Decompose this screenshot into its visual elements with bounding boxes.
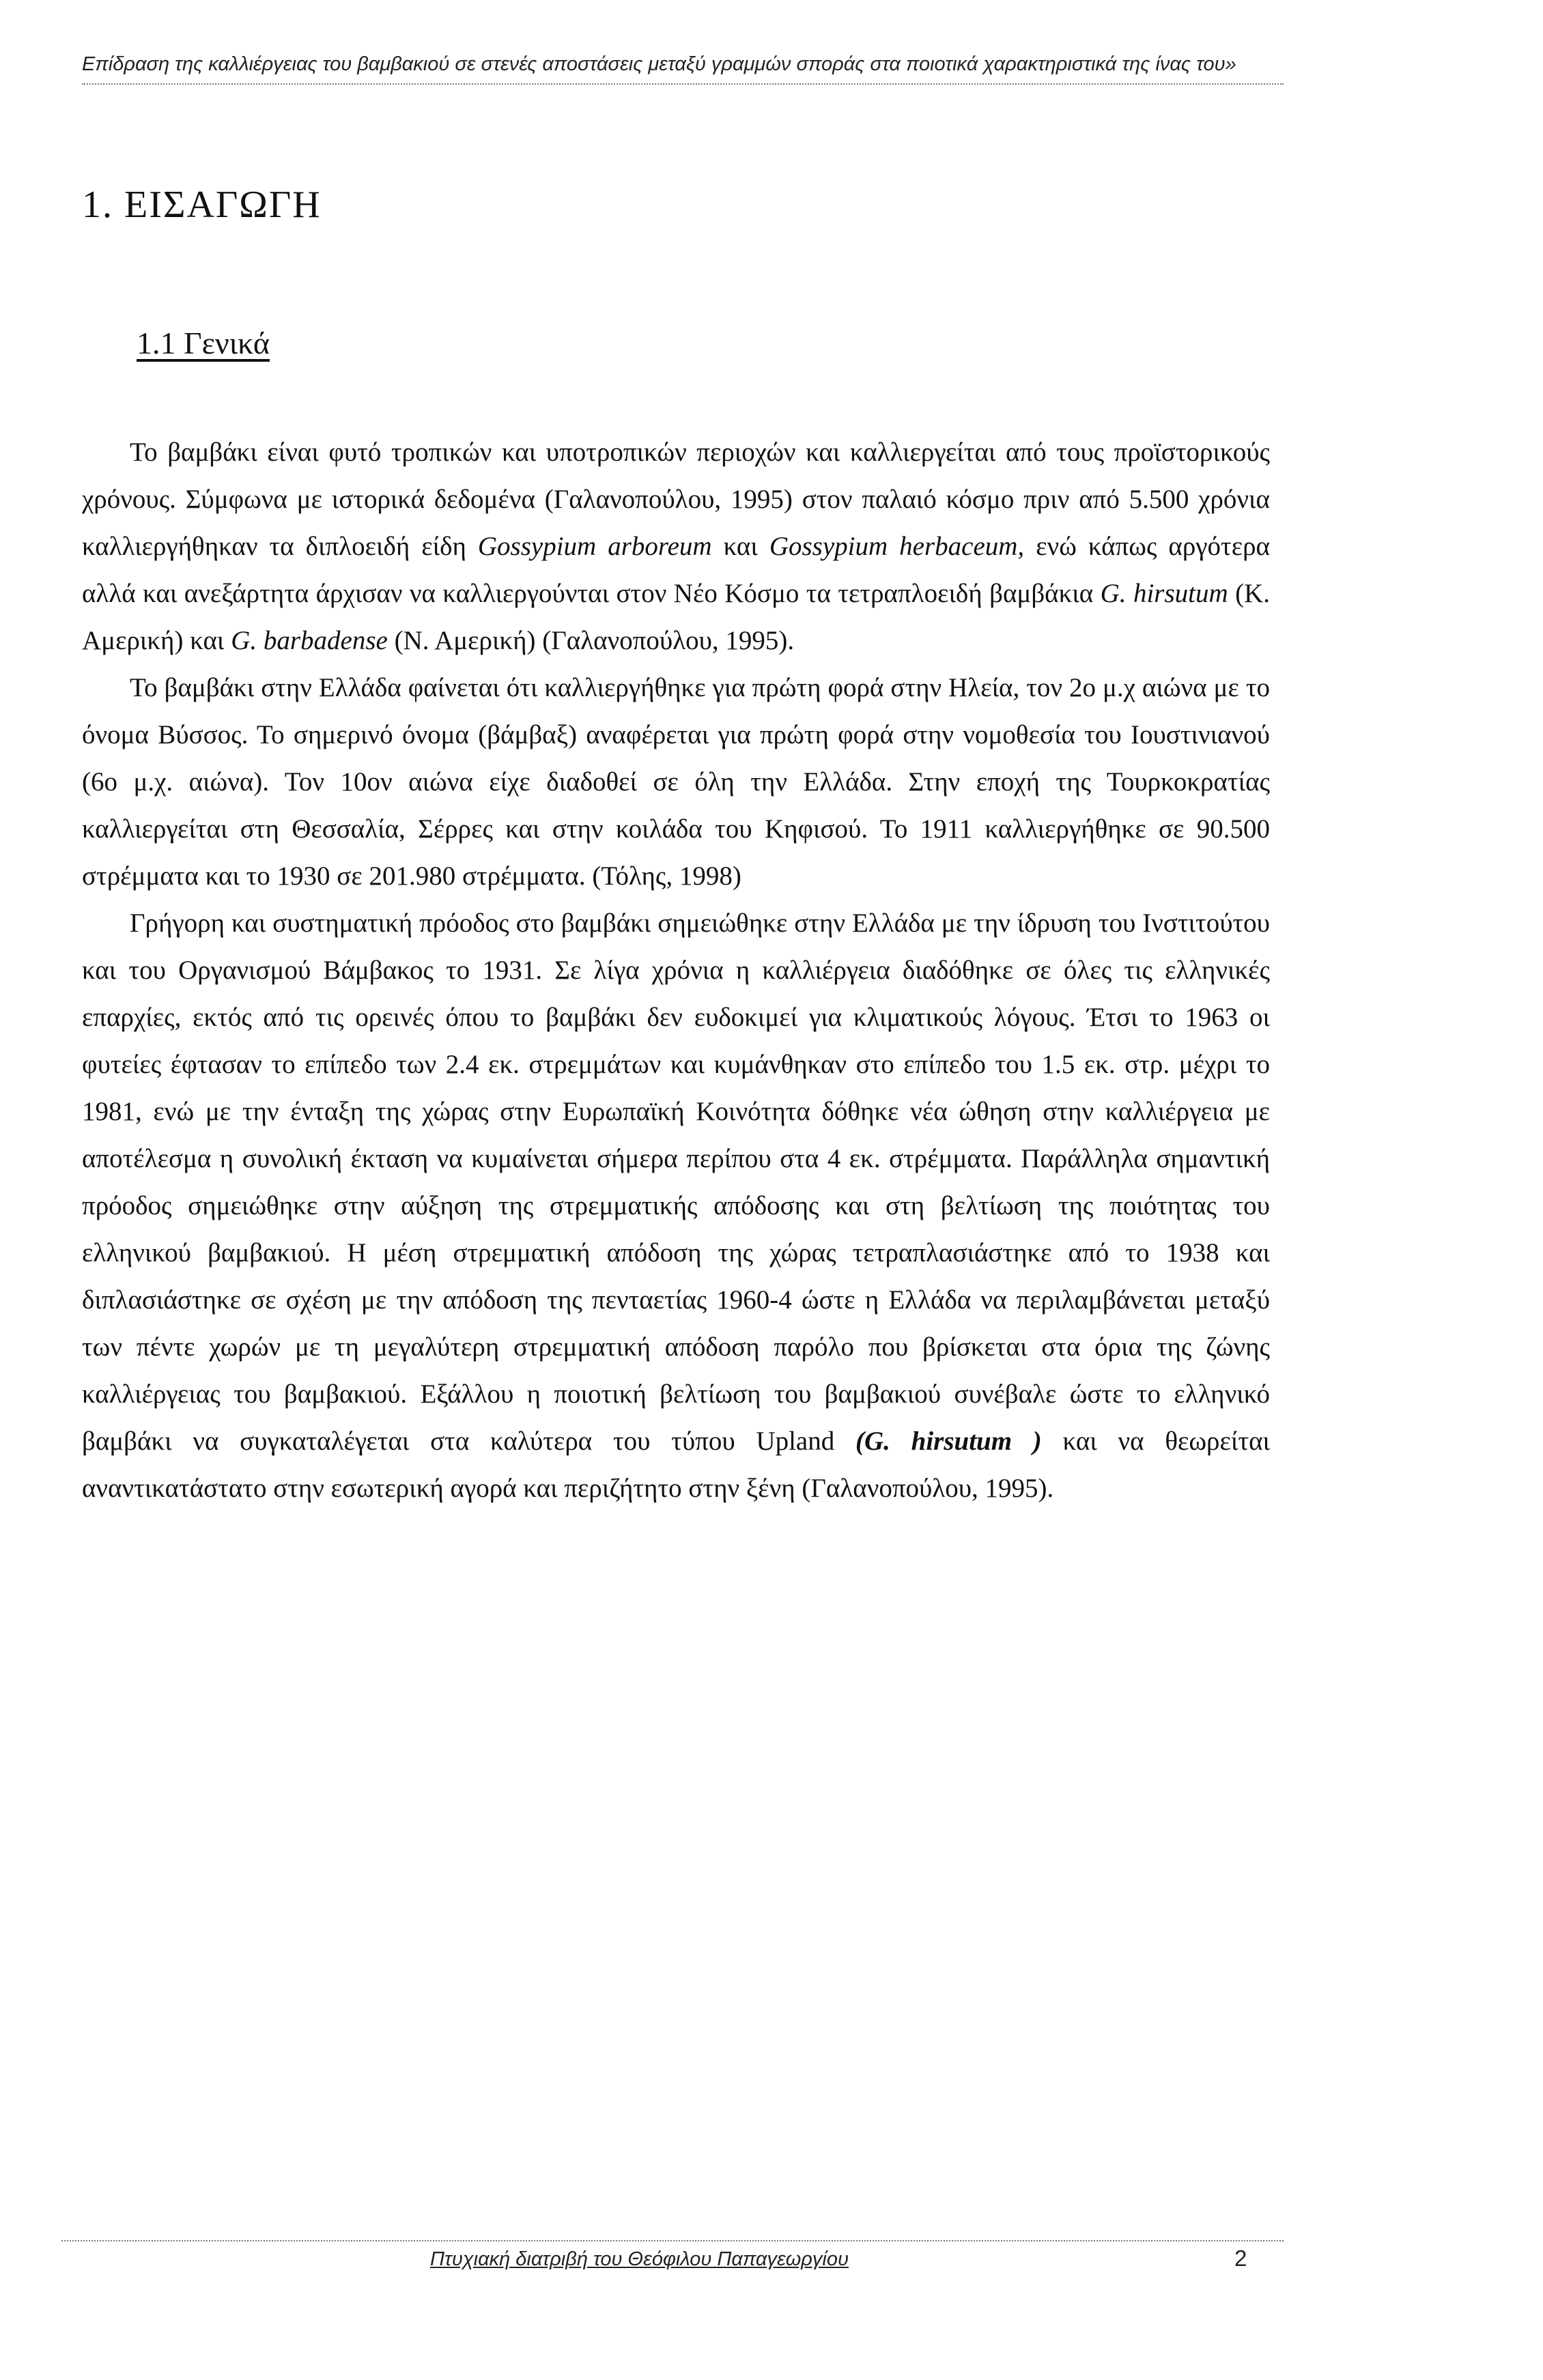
paragraph-1-text-e: (Ν. Αμερική) (Γαλανοπούλου, 1995). [387,626,795,655]
section-title: 1. ΕΙΣΑΓΩΓΗ [82,184,322,226]
species-name: G. hirsutum [1100,579,1228,608]
page-number: 2 [1234,2246,1247,2271]
body-text [82,429,1270,1512]
running-header: Επίδραση της καλλιέργειας του βαμβακιού σε στενές αποστάσεις μεταξύ γραμμών σποράς στα ποιοτικά χαρακτηριστικά της ίνας του» [82,53,1236,75]
paragraph-1-text-c: ενώ κάπως αργότερα αλλά και ανεξάρτητα άρχισαν να καλλιεργούνται στον Νέο Κόσμο τα τετραπλοειδή βαμβάκια [82,532,1270,608]
paragraph-3-text-b: και να θεωρείται αναντικατάστατο στην εσωτερική αγορά και περιζήτητο στην ξένη (Γαλανοπούλου, 1995). [82,1426,1270,1503]
species-name: Gossypium arboreum [477,532,712,561]
paragraph-1 [82,429,1270,664]
paragraph-3-text-a: Γρήγορη και συστηματική πρόοδος στο βαμβάκι σημειώθηκε στην Ελλάδα με την ίδρυση του Ινστιτούτου και του Οργανισμού Βάμβακος το 1931. Σε λίγα χρόνια η καλλιέργεια διαδόθηκε σε όλες τις ελληνικές επαρχίες, εκτός από τις ορεινές όπου το βαμβάκι δεν ευδοκιμεί για κλιματικούς λόγους. Έτσι το 1963 οι φυτείες έφτασαν το επίπεδο των 2.4 εκ. στρεμμάτων και κυμάνθηκαν στο επίπεδο του 1.5 εκ. στρ. μέχρι το 1981, ενώ με την ένταξη της χώρας στην Ευρωπαϊκή Κοινότητα δόθηκε νέα ώθηση στην καλλιέργεια με αποτέλεσμα η συνολική έκταση να κυμαίνεται σήμερα περίπου στα 4 εκ. στρέμματα. Παράλληλα σημαντική πρόοδος σημειώθηκε στην αύξηση της στρεμματικής απόδοσης και στη βελτίωση της ποιότητας του ελληνικού βαμβακιού. Η μέση στρεμματική απόδοση της χώρας τετραπλασιάστηκε από το 1938 και διπλασιάστηκε σε σχέση με την απόδοση της πενταετίας 1960-4 ώστε η Ελλάδα να περιλαμβάνεται μεταξύ των πέντε χωρών με τη μεγαλύτερη στρεμματική απόδοση παρόλο που βρίσκεται στα όρια της ζώνης καλλιέργειας του βαμβακιού. Εξάλλου η ποιοτική βελτίωση του βαμβακιού συνέβαλε ώστε το ελληνικό βαμβάκι να συγκαταλέγεται στα καλύτερα του τύπου Upland [82,908,1270,1456]
paragraph-3 [82,900,1270,1512]
species-name: (G. hirsutum ) [855,1426,1042,1456]
species-name: G. barbadense [231,626,388,655]
header-divider [82,83,1284,85]
footer-text: Πτυχιακή διατριβή του Θεόφιλου Παπαγεωργίου [430,2248,849,2270]
paragraph-1-text-d: (Κ. Αμερική) και [82,579,1271,655]
footer-divider [61,2240,1284,2241]
paragraph-1-text-a: Το βαμβάκι είναι φυτό τροπικών και υποτροπικών περιοχών και καλλιεργείται από τους προϊστορικούς χρόνους. Σύμφωνα με ιστορικά δεδομένα (Γαλανοπούλου, 1995) στον παλαιό κόσμο πριν από 5.500 χρόνια καλλιεργήθηκαν τα διπλοειδή είδη [82,438,1270,561]
subsection-title: 1.1 Γενικά [137,326,270,360]
paragraph-2: Το βαμβάκι στην Ελλάδα φαίνεται ότι καλλιεργήθηκε για πρώτη φορά στην Ηλεία, τον 2ο μ.χ αιώνα με το όνομα Βύσσος. Το σημερινό όνομα (βάμβαξ) αναφέρεται για πρώτη φορά στην νομοθεσία του Ιουστινιανού (6ο μ.χ. αιώνα). Τον 10ον αιώνα είχε διαδοθεί σε όλη την Ελλάδα. Στην εποχή της Τουρκοκρατίας καλλιεργείται στη Θεσσαλία, Σέρρες και στην κοιλάδα του Κηφισού. Το 1911 καλλιεργήθηκε σε 90.500 στρέμματα και το 1930 σε 201.980 στρέμματα. (Τόλης, 1998) [82,673,1270,891]
paragraph-1-text-b: και [711,532,769,561]
species-name: Gossypium herbaceum, [769,532,1025,561]
